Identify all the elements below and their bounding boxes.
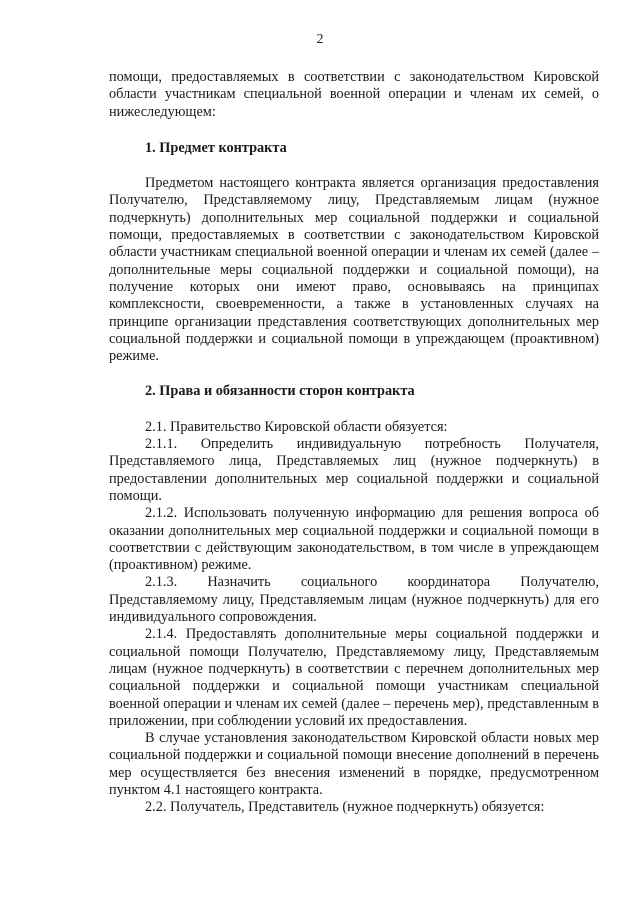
clause-2-1-3: 2.1.3. Назначить социального координатора Получателю, Представляемому лицу, Представляемым лицам (нужное подчеркнуть) для его индивидуального сопровождения.: [109, 574, 599, 626]
clause-2-1-4: 2.1.4. Предоставлять дополнительные меры социальной поддержки и социальной помощи Получателю, Представляемому лицу, Представляемым лицам (нужное подчеркнуть) в соответствии с перечнем дополнительных мер социальной поддержки и социальной помощи участникам специальной военной операции и членам их семей (далее – перечень мер), представленным в приложении, при соблюдении условий их предоставления.: [109, 626, 599, 729]
clause-2-2: 2.2. Получатель, Представитель (нужное подчеркнуть) обязуется:: [145, 799, 545, 816]
subject-paragraph: Предметом настоящего контракта является организация предоставления Получателю, Представляемому лицу, Представляемым лицам (нужное подчеркнуть) дополнительных мер социальной поддержки и социальной помощи, предоставляемых в соответствии с законодательством Кировской области участникам специальной военной операции и членам их семей (далее – дополнительные меры социальной поддержки и социальной помощи), на получение которых они имеют право, основываясь на принципах комплексности, своевременности, а также в установленных случаях на принципе организации представления соответствующих дополнительных мер социальной поддержки и социальной помощи в упреждающем (проактивном) режиме.: [109, 175, 599, 365]
page-number: 2: [316, 32, 324, 47]
section-heading-rights: 2. Права и обязанности сторон контракта: [145, 383, 415, 400]
clause-2-1-1: 2.1.1. Определить индивидуальную потребность Получателя, Представляемого лица, Представляемых лиц (нужное подчеркнуть) в предоставлении дополнительных мер социальной поддержки и социальной помощи.: [109, 436, 599, 504]
new-measures-paragraph: В случае установления законодательством Кировской области новых мер социальной поддержки и социальной помощи внесение дополнений в перечень мер осуществляется без внесения изменений в порядке, предусмотренном пунктом 4.1 настоящего контракта.: [109, 730, 599, 798]
clause-2-1: 2.1. Правительство Кировской области обязуется:: [145, 418, 448, 435]
clause-2-1-2: 2.1.2. Использовать полученную информацию для решения вопроса об оказании дополнительных мер социальной поддержки и социальной помощи в соответствии с действующим законодательством, в том числе в упреждающем (проактивном) режиме.: [109, 505, 599, 574]
document-body: [109, 69, 599, 817]
intro-paragraph: помощи, предоставляемых в соответствии с законодательством Кировской области участникам специальной военной операции и членам их семей, о нижеследующем:: [109, 69, 599, 120]
section-heading-subject: 1. Предмет контракта: [145, 139, 287, 156]
